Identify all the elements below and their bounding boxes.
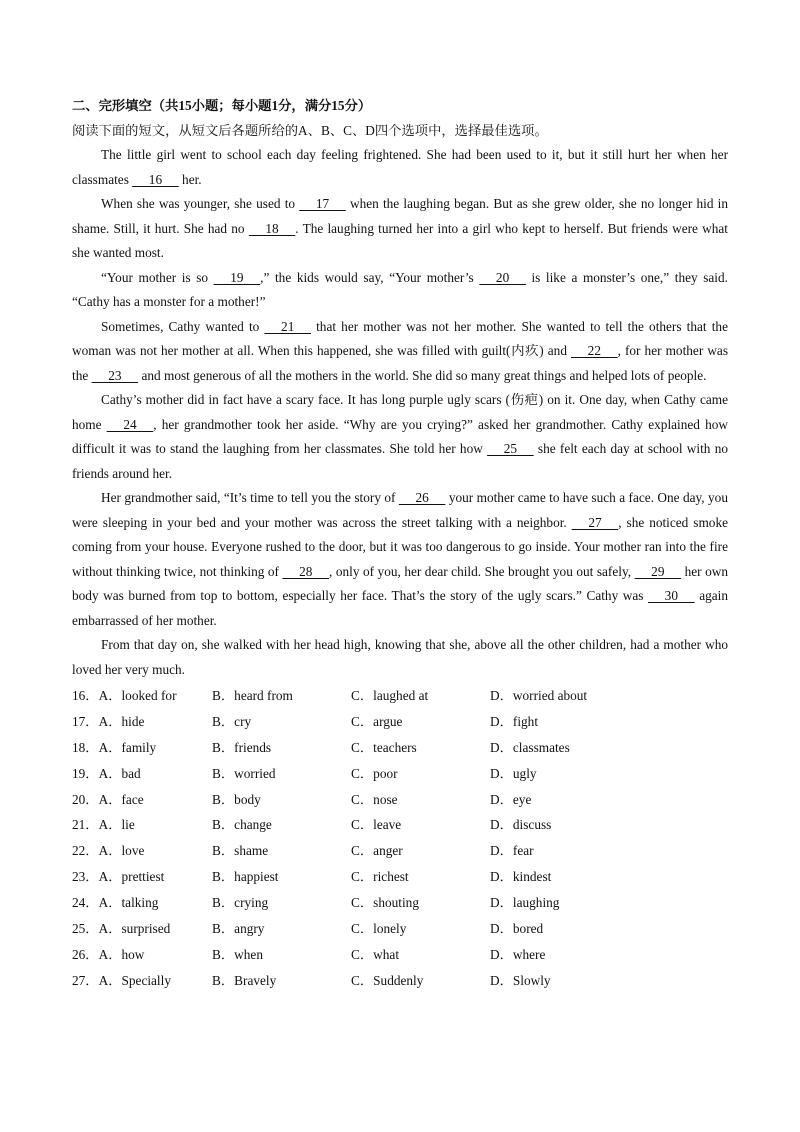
option-a: 27．A．Specially <box>72 972 171 988</box>
option-d: D．eye <box>490 791 532 807</box>
option-b: B．friends <box>212 739 272 755</box>
option-a: 18．A．family <box>72 739 157 755</box>
answer-blank: 27 <box>571 514 619 530</box>
option-c: C．shouting <box>351 895 419 911</box>
option-a: 22．A．love <box>72 843 145 859</box>
option-c: C．argue <box>351 713 403 729</box>
option-b: B．when <box>212 946 263 962</box>
option-d: D．fear <box>490 843 534 859</box>
passage-paragraph: When she was younger, she used to 17 when the laughing began. But as she grew older, she no longer hid in shame. Still, it hurt. She had no 18 . The laughing turned her into a girl who kept to herself. But friends were what she wanted most. <box>72 192 728 266</box>
passage-paragraph: “Your mother is so 19 ,” the kids would say, “Your mother’s 20 is like a monster’s one,” they said. “Cathy has a monster for a mother!” <box>72 266 728 315</box>
option-row <box>72 942 728 968</box>
option-c: C．nose <box>351 791 398 807</box>
option-d: D．fight <box>490 713 539 729</box>
option-row <box>72 683 728 709</box>
passage-paragraph: Her grandmother said, “It’s time to tell you the story of 26 your mother came to have such a face. One day, you were sleeping in your bed and your mother was across the street talking with a neighbor. 27 , she noticed smoke coming from your house. Everyone rushed to the door, but it was too dangerous to go inside. Your mother ran into the fire without thinking twice, not thinking of 28 , only of you, her dear child. She brought you out safely, 29 her own body was burned from top to bottom, especially her face. That’s the story of the ugly scars.” Cathy was 30 again embarrassed of her mother. <box>72 486 728 633</box>
option-c: C．Suddenly <box>351 972 424 988</box>
option-d: D．laughing <box>490 895 560 911</box>
option-d: D．where <box>490 946 546 962</box>
option-c: C．poor <box>351 765 398 781</box>
answer-blank: 30 <box>648 588 695 603</box>
answer-blank: 26 <box>398 490 446 505</box>
option-c: C．anger <box>351 843 403 859</box>
answer-blank: 24 <box>106 416 154 432</box>
option-b: B．happiest <box>212 869 279 885</box>
option-row <box>72 916 728 942</box>
option-d: D．kindest <box>490 869 552 885</box>
answer-blank: 25 <box>487 441 534 456</box>
option-c: C．what <box>351 946 400 962</box>
option-d: D．classmates <box>490 739 570 755</box>
cloze-passage <box>72 143 728 682</box>
passage-paragraph: Cathy’s mother did in fact have a scary face. It has long purple ugly scars (伤疤) on it. One day, when Cathy came home 24 , her grandmother took her aside. “Why are you crying?” asked her grandmother. Cathy explained how difficult it was to stand the laughing from her classmates. She told her how 25 she felt each day at school with no friends around her. <box>72 392 729 481</box>
passage-paragraph: Sometimes, Cathy wanted to 21 that her mother was not her mother. She wanted to tell the others that the woman was not her mother at all. When this happened, she was filled with guilt(内疚) and 22 , for her mother was the 23 and most generous of all the mothers in the world. She did so many great things and helped lots of people. <box>72 315 728 389</box>
option-c: C．leave <box>351 817 402 833</box>
answer-blank: 28 <box>282 563 330 579</box>
answer-blank: 20 <box>479 269 526 285</box>
option-d: D．Slowly <box>490 972 551 988</box>
answer-blank: 19 <box>213 269 261 285</box>
option-c: C．laughed at <box>351 688 429 703</box>
option-a: 24．A．talking <box>72 895 159 911</box>
option-a: 25．A．surprised <box>72 921 171 937</box>
answer-blank: 18 <box>248 220 296 236</box>
option-b: B．worried <box>212 765 276 781</box>
option-a: 21．A．lie <box>72 817 135 833</box>
option-b: B．shame <box>212 843 269 859</box>
option-b: B．angry <box>212 921 265 937</box>
option-row <box>72 709 728 735</box>
option-a: 19．A．bad <box>72 765 141 781</box>
answer-options <box>72 683 728 994</box>
option-c: C．richest <box>351 869 409 885</box>
option-c: C．teachers <box>351 739 417 755</box>
answer-blank: 16 <box>132 171 179 187</box>
option-b: B．body <box>212 791 261 807</box>
passage-paragraph: From that day on, she walked with her head high, knowing that she, above all the other children, had a mother who loved her very much. <box>72 637 728 677</box>
option-b: B．cry <box>212 713 252 729</box>
option-a: 17．A．hide <box>72 713 145 729</box>
option-a: 16．A．looked for <box>72 688 177 703</box>
option-row <box>72 890 728 916</box>
option-d: D．worried about <box>490 688 588 703</box>
option-b: B．crying <box>212 895 269 911</box>
answer-blank: 22 <box>571 343 618 358</box>
option-row <box>72 787 728 813</box>
passage-paragraph: The little girl went to school each day feeling frightened. She had been used to it, but it still hurt her when her classmates 16 her. <box>72 143 728 192</box>
option-b: B．heard from <box>212 688 293 703</box>
cloze-section <box>72 94 728 994</box>
option-c: C．lonely <box>351 921 407 937</box>
section-instruction: 阅读下面的短文，从短文后各题所给的A、B、C、D四个选项中，选择最佳选项。 <box>72 122 548 138</box>
option-b: B．change <box>212 817 272 833</box>
option-a: 23．A．prettiest <box>72 869 165 885</box>
option-a: 20．A．face <box>72 791 144 807</box>
answer-blank: 29 <box>634 563 682 579</box>
option-b: B．Bravely <box>212 972 277 988</box>
option-row <box>72 864 728 890</box>
option-d: D．bored <box>490 921 544 937</box>
section-title: 二、完形填空（共15小题；每小题1分，满分15分） <box>72 98 372 113</box>
answer-blank: 17 <box>299 196 346 211</box>
option-d: D．ugly <box>490 765 537 781</box>
option-row <box>72 735 728 761</box>
option-a: 26．A．how <box>72 946 145 962</box>
option-d: D．discuss <box>490 817 552 833</box>
option-row <box>72 812 728 838</box>
answer-blank: 21 <box>264 318 311 334</box>
option-row <box>72 968 728 994</box>
answer-blank: 23 <box>91 367 139 383</box>
option-row <box>72 838 728 864</box>
option-row <box>72 761 728 787</box>
